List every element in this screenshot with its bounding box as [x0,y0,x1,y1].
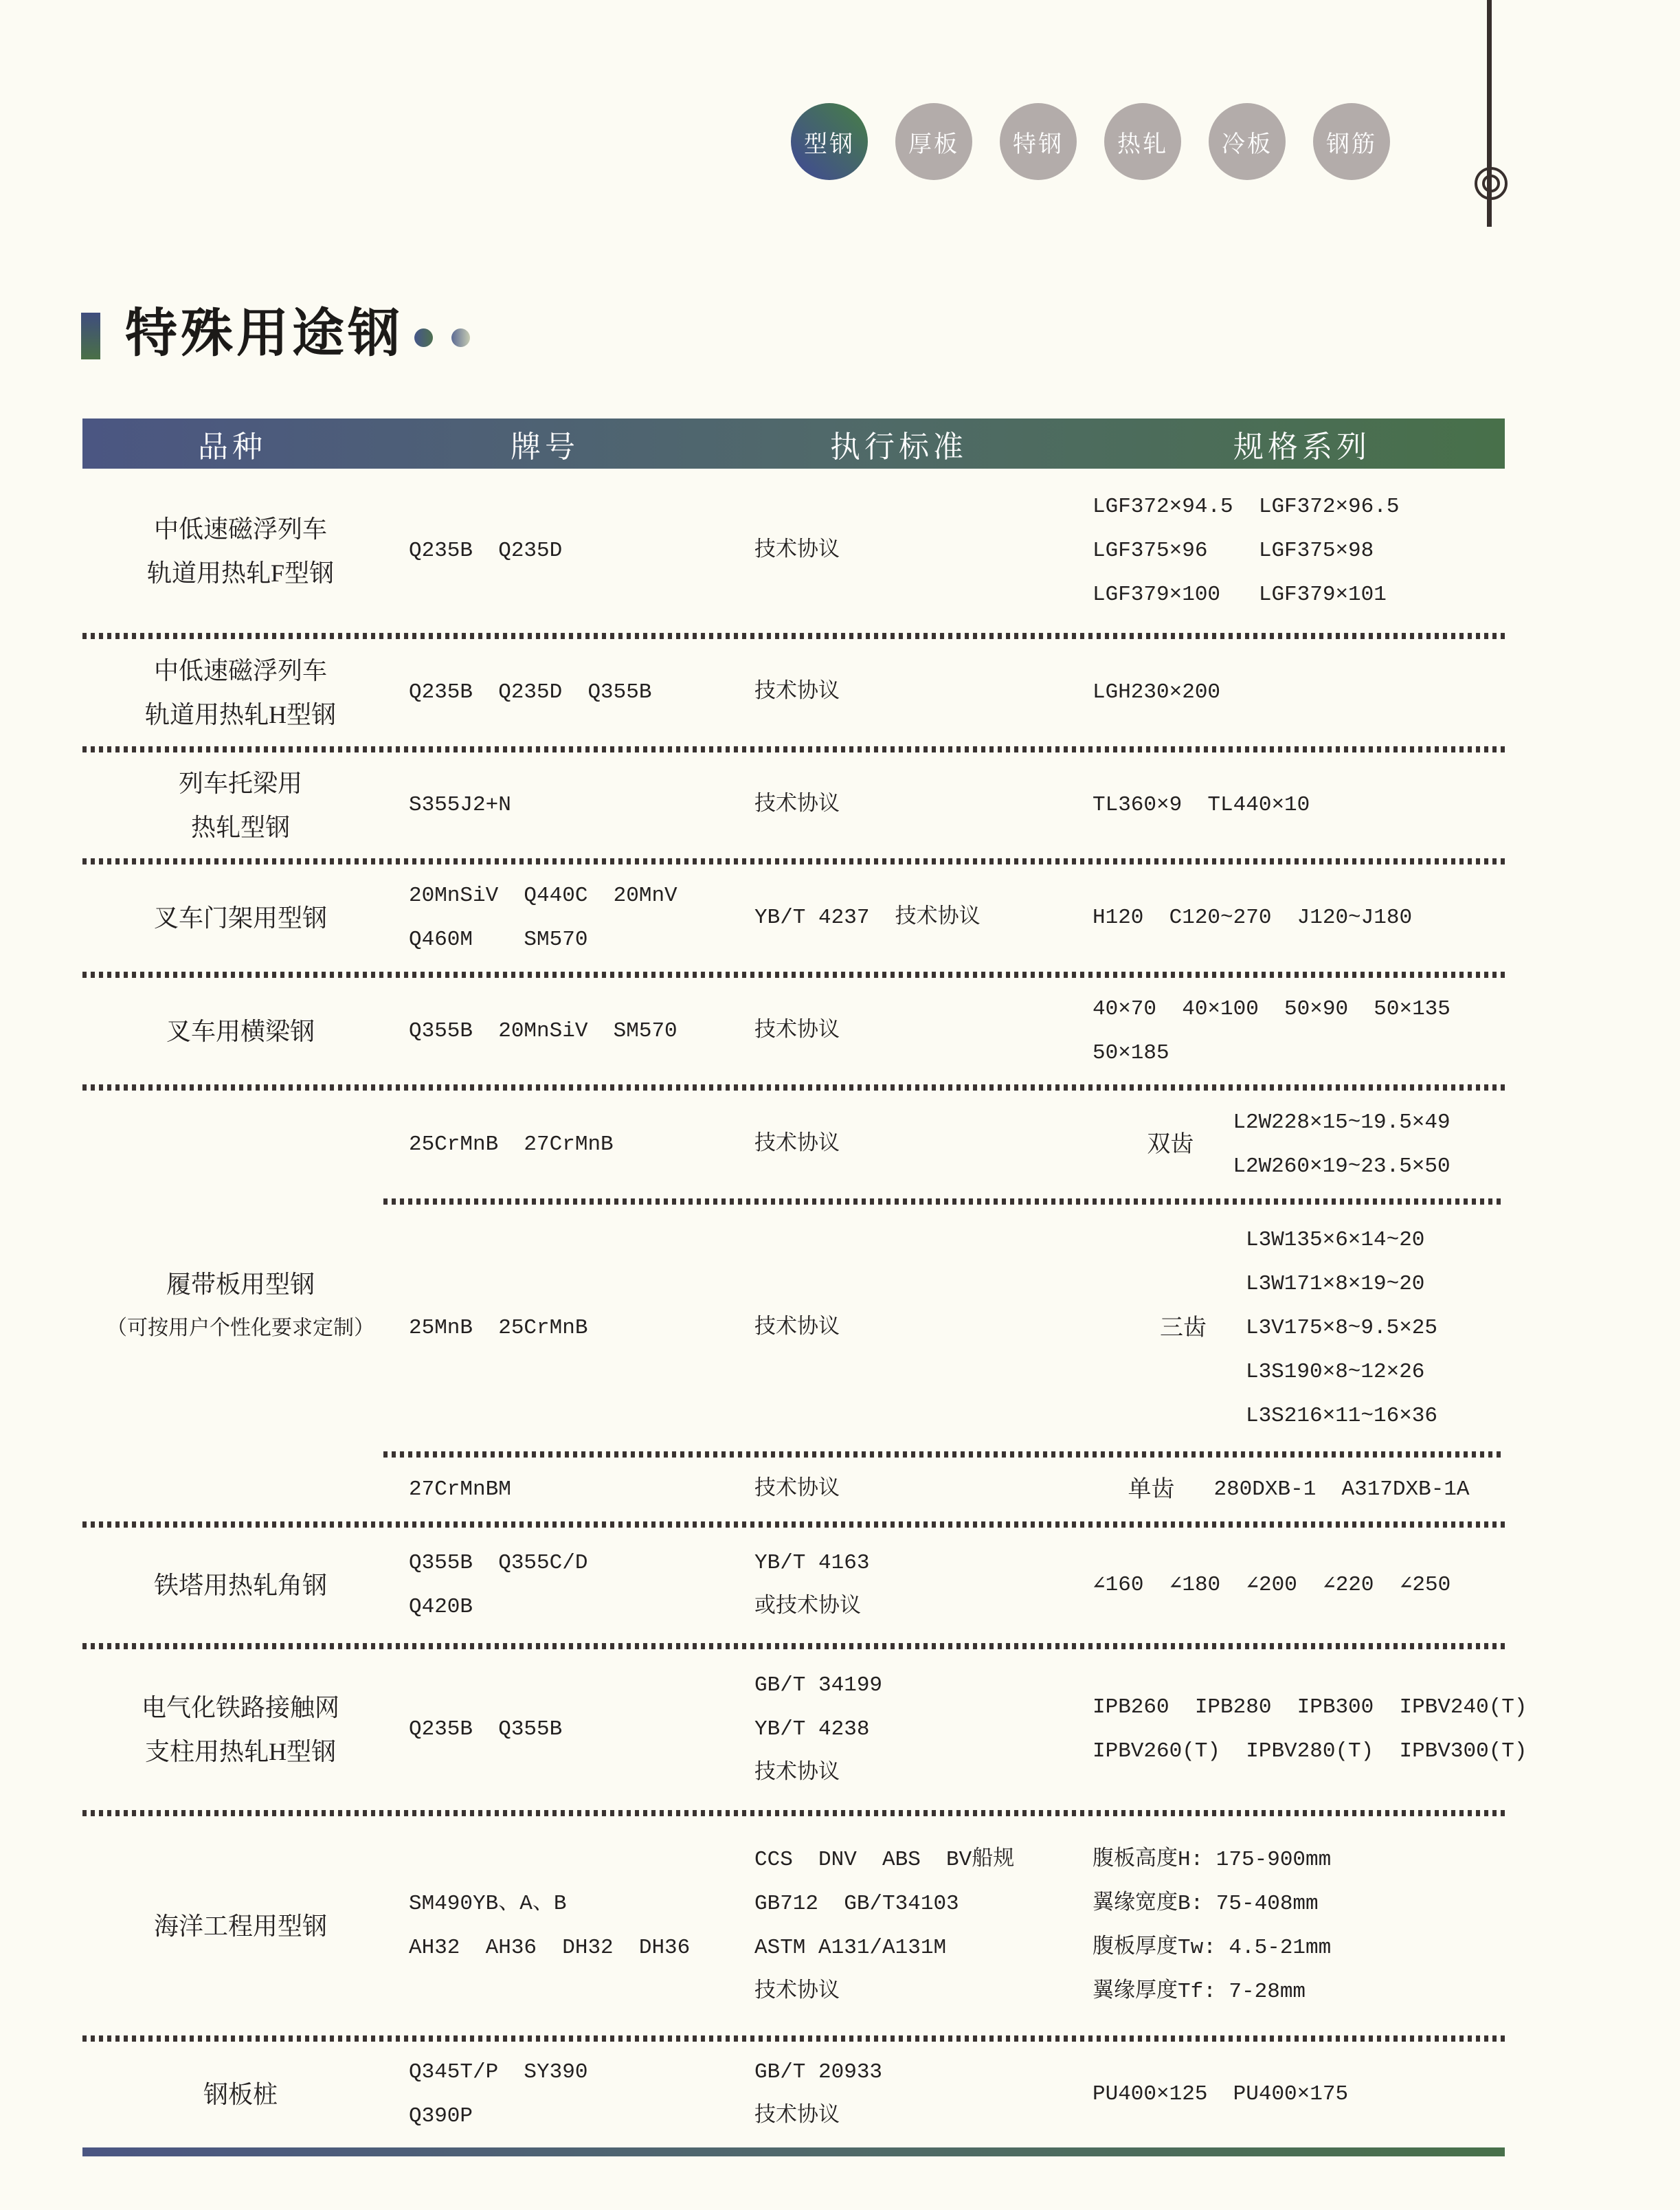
standard-line: GB/T 34199 [754,1673,883,1697]
standard-line: 技术协议 [754,1132,840,1157]
variety-line: 轨道用热轧H型钢 [145,701,336,728]
tab-1: 型钢 [791,103,868,180]
row-separator [82,858,1505,864]
cell-standard [754,639,1091,746]
spec-line: 腹板高度H: 175-900mm [1093,1847,1332,1872]
tab-6: 钢筋 [1313,103,1390,180]
variety-line: 海洋工程用型钢 [153,1912,327,1940]
cell-variety [93,1649,388,1810]
spec-line: 280DXB-1 A317DXB-1A [1213,1477,1470,1502]
variety-line: 轨道用热轧F型钢 [146,559,335,587]
cell-standard [754,1649,1091,1810]
concentric-mark-inner-icon [1482,175,1500,192]
standard-line: 技术协议 [754,1761,840,1785]
title-accent-dot [414,328,433,347]
cell-standard [754,469,1091,633]
cell-grade [409,752,752,858]
standard-line: 技术协议 [754,1477,840,1502]
spec-line: L2W228×15~19.5×49 [1233,1110,1451,1135]
row-separator-partial [383,1198,1505,1205]
cell-grade [409,469,752,633]
spec-line: LGF375×96 LGF375×98 [1093,538,1374,563]
standard-line: 技术协议 [754,538,840,563]
table-row [82,978,1505,1084]
cell-variety [93,639,388,746]
table-row [82,1649,1527,1810]
tooth-type-label: 三齿 [1159,1315,1207,1341]
standard-line: 或技术协议 [754,1595,861,1619]
row-separator [82,1521,1505,1528]
row-separator [82,972,1505,978]
variety-line: 钢板桩 [203,2081,278,2108]
grade-line: 27CrMnBM [409,1477,511,1502]
standard-line: CCS DNV ABS BV船规 [754,1847,1015,1872]
standard-line: 技术协议 [754,1018,840,1043]
spec-line: L3W135×6×14~20 [1245,1227,1425,1252]
grade-line: 25MnB 25CrMnB [409,1315,588,1340]
table-header [82,418,1505,469]
spec-line: LGF379×100 LGF379×101 [1093,582,1387,607]
cell-standard [754,1816,1091,2035]
cell-grade [409,1649,752,1810]
grade-line: SM490YB、A、B [409,1891,567,1916]
spec-line: IPB260 IPB280 IPB300 IPBV240(T) [1093,1695,1527,1719]
column-header: 牌号 [511,429,579,464]
variety-line: （可按用户个性化要求定制） [107,1316,374,1339]
row-separator [82,633,1505,639]
grade-line: Q420B [409,1595,473,1619]
table-row [82,2042,1505,2147]
cell-specs [1093,1649,1527,1810]
standard-line: GB/T 20933 [754,2060,883,2084]
spec-line: 40×70 40×100 50×90 50×135 [1093,996,1451,1021]
spec-line: 50×185 [1093,1040,1169,1065]
cell-specs [1093,2042,1505,2147]
column-header: 品种 [198,429,267,464]
tab-5: 冷板 [1209,103,1286,180]
row-separator [82,746,1505,752]
spec-line: L3S216×11~16×36 [1245,1403,1438,1428]
grade-line: Q355B 20MnSiV SM570 [409,1018,677,1043]
row-separator [82,1643,1505,1649]
cell-standard [754,864,1091,972]
cell-standard [754,2042,1091,2147]
grade-line: 25CrMnB 27CrMnB [409,1132,614,1157]
spec-line: 翼缘宽度B: 75-408mm [1093,1891,1319,1916]
variety-line: 铁塔用热轧角钢 [153,1572,327,1599]
standard-line: 技术协议 [754,1979,840,2004]
grade-line: S355J2+N [409,793,511,817]
standard-line: 技术协议 [754,793,840,817]
cell-grade [409,978,752,1084]
grade-line: AH32 AH36 DH32 DH36 [409,1935,691,1960]
variety-line: 电气化铁路接触网 [141,1694,339,1721]
table-row [82,469,1505,633]
cell-variety [93,864,388,972]
spec-line: L3V175×8~9.5×25 [1245,1315,1438,1340]
cell-variety [93,978,388,1084]
cell-specs [1093,1528,1505,1643]
spec-line: L2W260×19~23.5×50 [1233,1154,1451,1179]
variety-line: 叉车用横梁钢 [166,1017,315,1045]
row-separator [82,1084,1505,1091]
spec-line: H120 C120~270 J120~J180 [1093,906,1413,930]
cell-standard [754,1528,1091,1643]
cell-specs [1093,639,1505,746]
variety-line: 中低速磁浮列车 [153,657,327,684]
variety-line: 叉车门架用型钢 [153,904,327,932]
spec-line: 翼缘厚度Tf: 7-28mm [1093,1979,1306,2004]
title-accent-dot [451,328,470,347]
standard-line: YB/T 4238 [754,1717,870,1741]
standard-line: GB712 GB/T34103 [754,1891,959,1916]
cell-variety [93,469,388,633]
standard-line: ASTM A131/A131M [754,1935,947,1960]
table-row [82,864,1505,972]
grade-line: 20MnSiV Q440C 20MnV [409,884,677,908]
tooth-type-label: 双齿 [1147,1131,1194,1157]
spec-line: IPBV260(T) IPBV280(T) IPBV300(T) [1093,1739,1527,1763]
cell-variety-group [93,1091,388,1521]
spec-line: LGH230×200 [1093,680,1221,704]
cell-variety [93,752,388,858]
cell-standard [754,978,1091,1084]
cell-specs [1093,864,1505,972]
standard-line: 技术协议 [754,1315,840,1340]
variety-line: 支柱用热轧H型钢 [145,1738,336,1765]
cell-grade [409,2042,752,2147]
cell-grade [409,639,752,746]
variety-line: 履带板用型钢 [166,1270,315,1298]
grade-line: Q390P [409,2104,473,2128]
cell-specs [1093,978,1505,1084]
tab-3: 特钢 [1000,103,1077,180]
row-separator [82,1810,1505,1816]
tab-4: 热轧 [1104,103,1181,180]
cell-specs [1093,752,1505,858]
grade-line: Q460M SM570 [409,928,588,952]
spec-line: ∠160 ∠180 ∠200 ∠220 ∠250 [1093,1573,1451,1597]
tooth-type-label: 单齿 [1128,1476,1175,1502]
table-row [82,639,1505,746]
table-row [82,1816,1505,2035]
cell-grade [409,1528,752,1643]
cell-grade [409,1816,752,2035]
spec-line: LGF372×94.5 LGF372×96.5 [1093,494,1400,519]
grade-line: Q235B Q235D [409,538,563,563]
standard-line: 技术协议 [754,680,840,704]
cell-standard [754,752,1091,858]
page-title: 特殊用途钢 [125,304,403,363]
spec-line: TL360×9 TL440×10 [1093,793,1310,817]
grade-line: Q235B Q355B [409,1717,563,1741]
table-row [82,752,1505,858]
row-separator [82,2035,1505,2042]
column-header: 规格系列 [1233,429,1371,464]
spec-line: L3W171×8×19~20 [1245,1271,1425,1296]
tab-2: 厚板 [895,103,972,180]
standard-line: 技术协议 [754,2104,840,2128]
row-separator-partial [383,1451,1505,1458]
cell-variety [93,2042,388,2147]
title-accent-bar [81,313,100,359]
variety-line: 中低速磁浮列车 [153,515,327,543]
cell-specs [1093,469,1505,633]
variety-line: 热轧型钢 [190,814,290,841]
spec-line: L3S190×8~12×26 [1245,1359,1425,1384]
footer-rule [82,2147,1505,2156]
grade-line: Q235B Q235D Q355B [409,680,652,704]
standard-line: YB/T 4163 [754,1551,870,1575]
cell-specs [1093,1816,1505,2035]
spec-line: 腹板厚度Tw: 4.5-21mm [1093,1935,1332,1960]
cell-variety [93,1816,388,2035]
table-row [82,1528,1505,1643]
column-header: 执行标准 [830,429,967,464]
grade-line: Q355B Q355C/D [409,1551,588,1575]
standard-line: YB/T 4237 技术协议 [754,906,981,930]
cell-variety [93,1528,388,1643]
grade-line: Q345T/P SY390 [409,2060,588,2084]
cell-grade [409,864,752,972]
variety-line: 列车托梁用 [178,770,302,797]
spec-line: PU400×125 PU400×175 [1093,2082,1349,2106]
